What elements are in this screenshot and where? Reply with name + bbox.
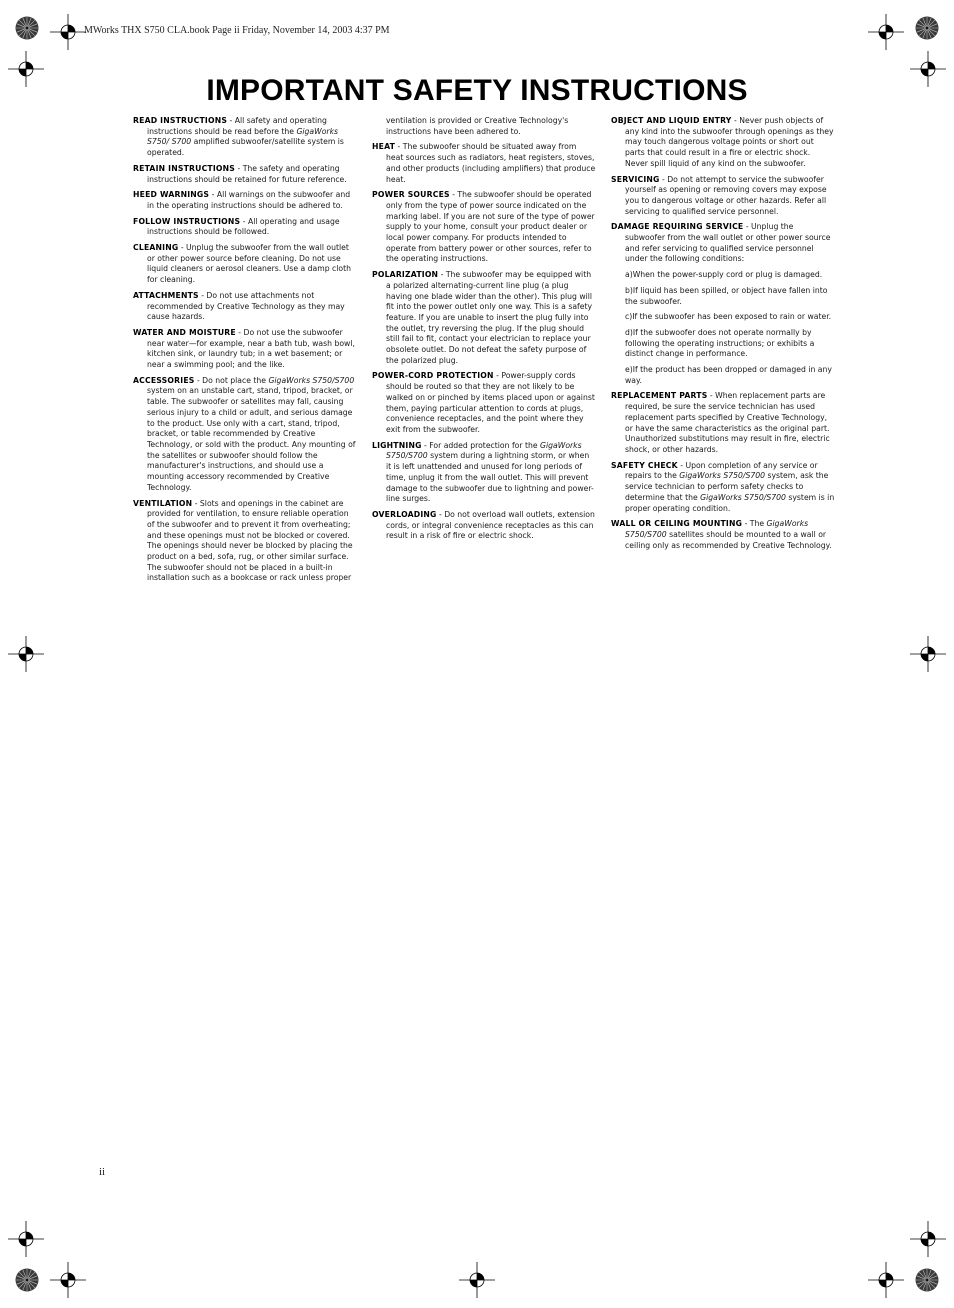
damage-condition-d: d)If the subwoofer does not operate normally by following the operating instructions; or exhibits a distinct change in performance.	[625, 327, 815, 359]
instruction-safety-check: SAFETY CHECK - Upon completion of any service or repairs to the GigaWorks S750/S700 system, ask the service technician to perform safety checks to determine that the GigaWorks S750/S700 system is in proper operating condition.	[611, 460, 835, 513]
damage-condition-c: c)If the subwoofer has been exposed to rain or water.	[625, 312, 832, 322]
column-2	[372, 116, 596, 547]
registration-mark-icon	[8, 1221, 44, 1257]
damage-condition-b: b)If liquid has been spilled, or object have fallen into the subwoofer.	[625, 285, 828, 306]
instruction-heat: HEAT - The subwoofer should be situated away from heat sources such as radiators, heat registers, stoves, and other products (including amplifiers) that produce heat.	[372, 142, 596, 184]
registration-mark-icon	[910, 51, 946, 87]
instruction-servicing: SERVICING - Do not attempt to service the subwoofer yourself as opening or removing covers may expose you to dangerous voltage or other hazards. Refer all servicing to qualified service personnel.	[611, 174, 827, 216]
column-3	[611, 116, 835, 556]
instruction-polarization: POLARIZATION - The subwoofer may be equipped with a polarized alternating-current line plug (a plug having one blade wider than the other). This plug will fit into the power outlet only one way. This is a safety feature. If you are unable to insert the plug fully into the outlet, try reversing the plug. If the plug should still fail to fit, contact your electrician to replace your obsolete outlet. Do not defeat the safety purpose of the polarized plug.	[372, 270, 593, 365]
instruction-follow: FOLLOW INSTRUCTIONS - All operating and usage instructions should be followed.	[133, 216, 340, 237]
registration-mark-icon	[50, 14, 86, 50]
registration-mark-icon	[8, 51, 44, 87]
instruction-read: READ INSTRUCTIONS - All safety and operating instructions should be read before the GigaWorks S750/ S700 amplified subwoofer/satellite system is operated.	[133, 116, 344, 158]
ventilation-continued: ventilation is provided or Creative Technology's instructions have been adhered to.	[386, 116, 569, 136]
registration-mark-icon	[868, 14, 904, 50]
instruction-power-sources: POWER SOURCES - The subwoofer should be operated only from the type of power source indicated on the marking label. If you are not sure of the type of power supply to your home, consult your product dealer or local power company. For products intended to operate from battery power or other sources, refer to the operating instructions.	[372, 190, 595, 264]
registration-mark-icon	[50, 1262, 86, 1298]
instruction-object-entry: OBJECT AND LIQUID ENTRY - Never push objects of any kind into the subwoofer through openings as they may touch dangerous voltage points or short out parts that could result in a fire or electric shock. Never spill liquid of any kind on the subwoofer.	[611, 116, 834, 168]
damage-condition-e: e)If the product has been dropped or damaged in any way.	[625, 365, 832, 385]
instruction-replacement: REPLACEMENT PARTS - When replacement parts are required, be sure the service technician has used replacement parts specified by Creative Technology, or have the same characteristics as the original part. Unauthorized substitutions may result in fire, electric shock, or other hazards.	[611, 391, 830, 454]
instruction-overloading: OVERLOADING - Do not overload wall outlets, extension cords, or integral convenience receptacles as this can result in a risk of fire or electric shock.	[372, 509, 595, 541]
registration-mark-icon	[868, 1262, 904, 1298]
damage-condition-a: a)When the power-supply cord or plug is damaged.	[625, 270, 823, 280]
page-number: ii	[99, 1166, 106, 1178]
registration-mark-icon	[910, 1221, 946, 1257]
rosette-icon	[15, 1268, 39, 1292]
rosette-icon	[915, 1268, 939, 1292]
registration-mark-icon	[910, 636, 946, 672]
page-title: IMPORTANT SAFETY INSTRUCTIONS	[206, 74, 748, 107]
instruction-wall-mounting: WALL OR CEILING MOUNTING - The GigaWorks S750/S700 satellites should be mounted to a wall or ceiling only as recommended by Creative Technology.	[611, 519, 832, 550]
registration-mark-icon	[8, 636, 44, 672]
rosette-icon	[915, 16, 939, 40]
registration-mark-icon	[459, 1262, 495, 1298]
instruction-accessories: ACCESSORIES - Do not place the GigaWorks S750/S700 system on an unstable cart, stand, tripod, bracket, or table. The subwoofer or satellites may fall, causing serious injury to a child or adult, and serious damage to the product. Use only with a cart, stand, tripod, bracket, or table recommended by Creative Technology, or sold with the product. Any mounting of the satellites or subwoofer should follow the manufacturer's instructions, and should use a mounting accessory recommended by Creative Technology.	[133, 375, 356, 492]
instruction-lightning: LIGHTNING - For added protection for the GigaWorks S750/S700 system during a lightning storm, or when it is left unattended and unused for long periods of time, unplug it from the wall outlet. This will prevent damage to the subwoofer due to lightning and power-line surges.	[372, 440, 594, 504]
instruction-attachments: ATTACHMENTS - Do not use attachments not recommended by Creative Technology as they may cause hazards.	[133, 290, 345, 322]
instruction-power-cord: POWER-CORD PROTECTION - Power-supply cords should be routed so that they are not likely to be walked on or pinched by items placed upon or against them, paying particular attention to cords at plugs, convenience receptacles, and the point where they exit from the subwoofer.	[372, 371, 595, 434]
instruction-ventilation: VENTILATION - Slots and openings in the cabinet are provided for ventilation, to ensure reliable operation of the subwoofer and to prevent it from overheating; and these openings must not be blocked or covered. The openings should never be blocked by placing the product on a bed, sofa, rug, or other similar surface. The subwoofer should not be placed in a built-in installation such as a bookcase or rack unless proper	[133, 498, 353, 583]
instruction-heed: HEED WARNINGS - All warnings on the subwoofer and in the operating instructions should be adhered to.	[133, 190, 351, 210]
instruction-cleaning: CLEANING - Unplug the subwoofer from the wall outlet or other power source before cleaning. Do not use liquid cleaners or aerosol cleaners. Use a damp cloth for cleaning.	[133, 243, 351, 285]
column-1	[133, 116, 357, 589]
rosette-icon	[15, 16, 39, 40]
instruction-water: WATER AND MOISTURE - Do not use the subwoofer near water—for example, near a bath tub, wash bowl, kitchen sink, or laundry tub; in a wet basement; or near a swimming pool; and the like.	[133, 327, 355, 370]
instruction-retain: RETAIN INSTRUCTIONS - The safety and operating instructions should be retained for future reference.	[133, 163, 347, 184]
instruction-damage: DAMAGE REQUIRING SERVICE - Unplug the subwoofer from the wall outlet or other power source and refer servicing to qualified service personnel under the following conditions:	[611, 222, 831, 264]
print-header: MWorks THX S750 CLA.book Page ii Friday, November 14, 2003 4:37 PM	[84, 25, 390, 36]
